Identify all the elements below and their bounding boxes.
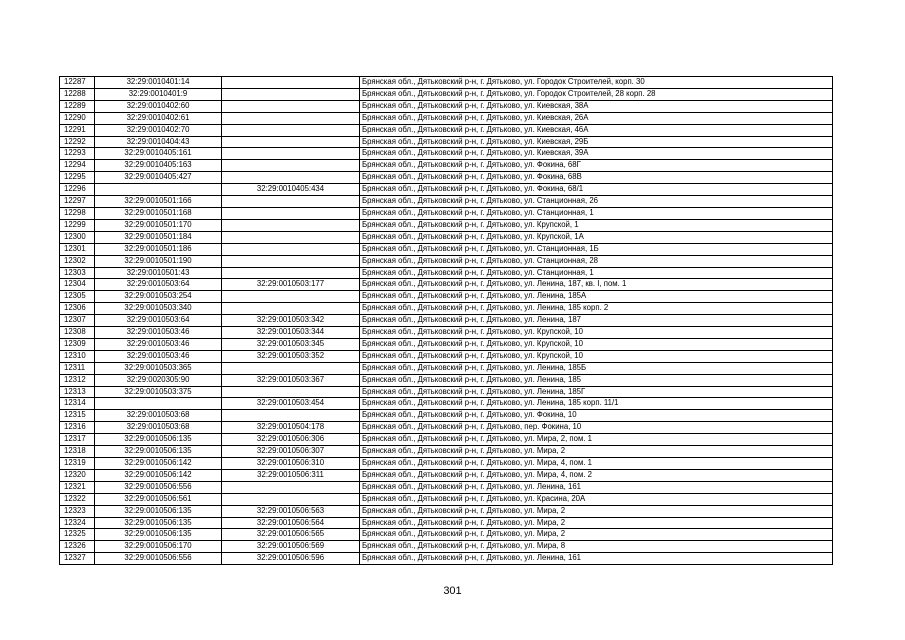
cadastral-number-cell: 32:29:0010503:64 — [95, 279, 222, 291]
address-cell: Брянская обл., Дятьковский р-н, г. Дятьково, ул. Фокина, 10 — [360, 410, 833, 422]
object-cadastral-number-cell: 32:29:0010506:596 — [222, 553, 360, 565]
cadastral-number-cell: 32:29:0010506:142 — [95, 469, 222, 481]
table-row — [60, 350, 833, 362]
object-cadastral-number-cell — [222, 255, 360, 267]
object-cadastral-number-cell: 32:29:0010405:434 — [222, 184, 360, 196]
object-cadastral-number-cell: 32:29:0010506:311 — [222, 469, 360, 481]
address-cell: Брянская обл., Дятьковский р-н, г. Дятьково, ул. Фокина, 68/1 — [360, 184, 833, 196]
row-number-cell: 12321 — [60, 481, 95, 493]
cadastral-number-cell: 32:29:0010506:135 — [95, 517, 222, 529]
table-row — [60, 148, 833, 160]
cadastral-number-cell: 32:29:0010501:190 — [95, 255, 222, 267]
row-number-cell: 12316 — [60, 422, 95, 434]
table-row — [60, 136, 833, 148]
registry-table-body — [60, 77, 833, 565]
object-cadastral-number-cell — [222, 136, 360, 148]
object-cadastral-number-cell — [222, 148, 360, 160]
object-cadastral-number-cell — [222, 77, 360, 89]
address-cell: Брянская обл., Дятьковский р-н, г. Дятьково, ул. Ленина, 185 корп. 2 — [360, 303, 833, 315]
cadastral-number-cell: 32:29:0010501:184 — [95, 231, 222, 243]
table-row — [60, 243, 833, 255]
object-cadastral-number-cell: 32:29:0010503:352 — [222, 350, 360, 362]
table-row — [60, 517, 833, 529]
table-row — [60, 291, 833, 303]
address-cell: Брянская обл., Дятьковский р-н, г. Дятьково, ул. Ленина, 161 — [360, 481, 833, 493]
address-cell: Брянская обл., Дятьковский р-н, г. Дятьково, ул. Крупской, 10 — [360, 350, 833, 362]
row-number-cell: 12309 — [60, 338, 95, 350]
address-cell: Брянская обл., Дятьковский р-н, г. Дятьково, ул. Мира, 4, пом. 2 — [360, 469, 833, 481]
row-number-cell: 12308 — [60, 327, 95, 339]
cadastral-number-cell: 32:29:0020305:90 — [95, 374, 222, 386]
cadastral-number-cell: 32:29:0010404:43 — [95, 136, 222, 148]
object-cadastral-number-cell: 32:29:0010503:367 — [222, 374, 360, 386]
table-row — [60, 386, 833, 398]
address-cell: Брянская обл., Дятьковский р-н, г. Дятьково, ул. Станционная, 1Б — [360, 243, 833, 255]
table-row — [60, 362, 833, 374]
row-number-cell: 12297 — [60, 196, 95, 208]
object-cadastral-number-cell — [222, 231, 360, 243]
table-row — [60, 541, 833, 553]
row-number-cell: 12287 — [60, 77, 95, 89]
cadastral-number-cell: 32:29:0010402:60 — [95, 100, 222, 112]
cadastral-number-cell: 32:29:0010401:14 — [95, 77, 222, 89]
table-row — [60, 434, 833, 446]
address-cell: Брянская обл., Дятьковский р-н, г. Дятьково, ул. Мира, 8 — [360, 541, 833, 553]
address-cell: Брянская обл., Дятьковский р-н, г. Дятьково, ул. Мира, 4, пом. 1 — [360, 458, 833, 470]
object-cadastral-number-cell: 32:29:0010503:344 — [222, 327, 360, 339]
table-row — [60, 481, 833, 493]
object-cadastral-number-cell — [222, 267, 360, 279]
address-cell: Брянская обл., Дятьковский р-н, г. Дятьково, ул. Городок Строителей, корп. 30 — [360, 77, 833, 89]
cadastral-number-cell: 32:29:0010503:68 — [95, 410, 222, 422]
object-cadastral-number-cell: 32:29:0010506:310 — [222, 458, 360, 470]
table-row — [60, 100, 833, 112]
table-row — [60, 124, 833, 136]
address-cell: Брянская обл., Дятьковский р-н, г. Дятьково, ул. Крупской, 1А — [360, 231, 833, 243]
address-cell: Брянская обл., Дятьковский р-н, г. Дятьково, ул. Мира, 2 — [360, 529, 833, 541]
table-row — [60, 172, 833, 184]
address-cell: Брянская обл., Дятьковский р-н, г. Дятьково, ул. Ленина, 161 — [360, 553, 833, 565]
row-number-cell: 12314 — [60, 398, 95, 410]
address-cell: Брянская обл., Дятьковский р-н, г. Дятьково, ул. Ленина, 185 — [360, 374, 833, 386]
address-cell: Брянская обл., Дятьковский р-н, г. Дятьково, ул. Киевская, 38А — [360, 100, 833, 112]
object-cadastral-number-cell — [222, 88, 360, 100]
cadastral-number-cell: 32:29:0010503:365 — [95, 362, 222, 374]
cadastral-number-cell: 32:29:0010405:161 — [95, 148, 222, 160]
table-row — [60, 219, 833, 231]
cadastral-number-cell: 32:29:0010506:135 — [95, 446, 222, 458]
cadastral-number-cell: 32:29:0010501:168 — [95, 207, 222, 219]
object-cadastral-number-cell: 32:29:0010506:565 — [222, 529, 360, 541]
object-cadastral-number-cell: 32:29:0010503:177 — [222, 279, 360, 291]
address-cell: Брянская обл., Дятьковский р-н, г. Дятьково, ул. Ленина, 187 — [360, 315, 833, 327]
object-cadastral-number-cell: 32:29:0010504:178 — [222, 422, 360, 434]
address-cell: Брянская обл., Дятьковский р-н, г. Дятьково, ул. Станционная, 26 — [360, 196, 833, 208]
cadastral-number-cell: 32:29:0010506:561 — [95, 493, 222, 505]
address-cell: Брянская обл., Дятьковский р-н, г. Дятьково, ул. Ленина, 185Б — [360, 362, 833, 374]
address-cell: Брянская обл., Дятьковский р-н, г. Дятьково, ул. Мира, 2 — [360, 505, 833, 517]
object-cadastral-number-cell: 32:29:0010506:564 — [222, 517, 360, 529]
row-number-cell: 12326 — [60, 541, 95, 553]
object-cadastral-number-cell: 32:29:0010506:563 — [222, 505, 360, 517]
row-number-cell: 12317 — [60, 434, 95, 446]
row-number-cell: 12310 — [60, 350, 95, 362]
address-cell: Брянская обл., Дятьковский р-н, г. Дятьково, ул. Киевская, 46А — [360, 124, 833, 136]
row-number-cell: 12291 — [60, 124, 95, 136]
cadastral-number-cell: 32:29:0010405:163 — [95, 160, 222, 172]
row-number-cell: 12312 — [60, 374, 95, 386]
page-number: 301 — [443, 585, 462, 597]
row-number-cell: 12292 — [60, 136, 95, 148]
object-cadastral-number-cell — [222, 100, 360, 112]
table-row — [60, 338, 833, 350]
row-number-cell: 12290 — [60, 112, 95, 124]
table-row — [60, 112, 833, 124]
row-number-cell: 12305 — [60, 291, 95, 303]
table-row — [60, 207, 833, 219]
table-row — [60, 231, 833, 243]
row-number-cell: 12289 — [60, 100, 95, 112]
row-number-cell: 12324 — [60, 517, 95, 529]
object-cadastral-number-cell — [222, 493, 360, 505]
cadastral-number-cell: 32:29:0010401:9 — [95, 88, 222, 100]
row-number-cell: 12293 — [60, 148, 95, 160]
object-cadastral-number-cell: 32:29:0010506:306 — [222, 434, 360, 446]
cadastral-number-cell: 32:29:0010501:43 — [95, 267, 222, 279]
row-number-cell: 12295 — [60, 172, 95, 184]
table-row — [60, 422, 833, 434]
address-cell: Брянская обл., Дятьковский р-н, г. Дятьково, ул. Ленина, 187, кв. I, пом. 1 — [360, 279, 833, 291]
cadastral-number-cell: 32:29:0010405:427 — [95, 172, 222, 184]
table-row — [60, 315, 833, 327]
cadastral-number-cell: 32:29:0010503:46 — [95, 338, 222, 350]
registry-table — [59, 76, 833, 565]
row-number-cell: 12306 — [60, 303, 95, 315]
object-cadastral-number-cell — [222, 196, 360, 208]
object-cadastral-number-cell: 32:29:0010506:569 — [222, 541, 360, 553]
cadastral-number-cell: 32:29:0010506:142 — [95, 458, 222, 470]
address-cell: Брянская обл., Дятьковский р-н, г. Дятьково, ул. Красина, 20А — [360, 493, 833, 505]
row-number-cell: 12319 — [60, 458, 95, 470]
address-cell: Брянская обл., Дятьковский р-н, г. Дятьково, ул. Крупской, 10 — [360, 327, 833, 339]
row-number-cell: 12315 — [60, 410, 95, 422]
address-cell: Брянская обл., Дятьковский р-н, г. Дятьково, ул. Городок Строителей, 28 корп. 28 — [360, 88, 833, 100]
table-row — [60, 505, 833, 517]
table-row — [60, 255, 833, 267]
table-row — [60, 374, 833, 386]
object-cadastral-number-cell: 32:29:0010503:345 — [222, 338, 360, 350]
address-cell: Брянская обл., Дятьковский р-н, г. Дятьково, ул. Мира, 2 — [360, 446, 833, 458]
table-row — [60, 446, 833, 458]
object-cadastral-number-cell — [222, 303, 360, 315]
object-cadastral-number-cell: 32:29:0010506:307 — [222, 446, 360, 458]
row-number-cell: 12304 — [60, 279, 95, 291]
address-cell: Брянская обл., Дятьковский р-н, г. Дятьково, ул. Станционная, 1 — [360, 267, 833, 279]
address-cell: Брянская обл., Дятьковский р-н, г. Дятьково, ул. Ленина, 185 корп. 11/1 — [360, 398, 833, 410]
address-cell: Брянская обл., Дятьковский р-н, г. Дятьково, ул. Крупской, 10 — [360, 338, 833, 350]
table-row — [60, 410, 833, 422]
row-number-cell: 12311 — [60, 362, 95, 374]
cadastral-number-cell: 32:29:0010506:556 — [95, 553, 222, 565]
address-cell: Брянская обл., Дятьковский р-н, г. Дятьково, ул. Ленина, 185Г — [360, 386, 833, 398]
object-cadastral-number-cell — [222, 124, 360, 136]
row-number-cell: 12296 — [60, 184, 95, 196]
row-number-cell: 12313 — [60, 386, 95, 398]
table-row — [60, 267, 833, 279]
address-cell: Брянская обл., Дятьковский р-н, г. Дятьково, ул. Станционная, 28 — [360, 255, 833, 267]
object-cadastral-number-cell — [222, 481, 360, 493]
row-number-cell: 12301 — [60, 243, 95, 255]
table-row — [60, 303, 833, 315]
row-number-cell: 12299 — [60, 219, 95, 231]
cadastral-number-cell: 32:29:0010503:64 — [95, 315, 222, 327]
cadastral-number-cell: 32:29:0010501:166 — [95, 196, 222, 208]
table-row — [60, 184, 833, 196]
address-cell: Брянская обл., Дятьковский р-н, г. Дятьково, ул. Киевская, 29Б — [360, 136, 833, 148]
address-cell: Брянская обл., Дятьковский р-н, г. Дятьково, ул. Киевская, 26А — [360, 112, 833, 124]
cadastral-number-cell: 32:29:0010503:46 — [95, 350, 222, 362]
address-cell: Брянская обл., Дятьковский р-н, г. Дятьково, ул. Ленина, 185А — [360, 291, 833, 303]
object-cadastral-number-cell — [222, 112, 360, 124]
cadastral-number-cell: 32:29:0010506:135 — [95, 434, 222, 446]
row-number-cell: 12322 — [60, 493, 95, 505]
row-number-cell: 12320 — [60, 469, 95, 481]
row-number-cell: 12303 — [60, 267, 95, 279]
row-number-cell: 12300 — [60, 231, 95, 243]
object-cadastral-number-cell — [222, 410, 360, 422]
row-number-cell: 12327 — [60, 553, 95, 565]
row-number-cell: 12288 — [60, 88, 95, 100]
row-number-cell: 12302 — [60, 255, 95, 267]
row-number-cell: 12298 — [60, 207, 95, 219]
table-row — [60, 160, 833, 172]
address-cell: Брянская обл., Дятьковский р-н, г. Дятьково, пер. Фокина, 10 — [360, 422, 833, 434]
row-number-cell: 12318 — [60, 446, 95, 458]
table-row — [60, 196, 833, 208]
object-cadastral-number-cell — [222, 362, 360, 374]
row-number-cell: 12323 — [60, 505, 95, 517]
object-cadastral-number-cell — [222, 207, 360, 219]
object-cadastral-number-cell — [222, 172, 360, 184]
cadastral-number-cell: 32:29:0010506:135 — [95, 505, 222, 517]
object-cadastral-number-cell — [222, 243, 360, 255]
cadastral-number-cell: 32:29:0010501:170 — [95, 219, 222, 231]
cadastral-number-cell — [95, 398, 222, 410]
address-cell: Брянская обл., Дятьковский р-н, г. Дятьково, ул. Киевская, 39А — [360, 148, 833, 160]
cadastral-number-cell: 32:29:0010506:135 — [95, 529, 222, 541]
table-row — [60, 529, 833, 541]
cadastral-number-cell: 32:29:0010503:375 — [95, 386, 222, 398]
cadastral-number-cell: 32:29:0010402:61 — [95, 112, 222, 124]
object-cadastral-number-cell — [222, 160, 360, 172]
address-cell: Брянская обл., Дятьковский р-н, г. Дятьково, ул. Фокина, 68В — [360, 172, 833, 184]
object-cadastral-number-cell — [222, 291, 360, 303]
row-number-cell: 12325 — [60, 529, 95, 541]
address-cell: Брянская обл., Дятьковский р-н, г. Дятьково, ул. Мира, 2, пом. 1 — [360, 434, 833, 446]
table-row — [60, 493, 833, 505]
cadastral-number-cell: 32:29:0010503:68 — [95, 422, 222, 434]
cadastral-number-cell: 32:29:0010506:170 — [95, 541, 222, 553]
cadastral-number-cell — [95, 184, 222, 196]
table-row — [60, 88, 833, 100]
table-row — [60, 279, 833, 291]
address-cell: Брянская обл., Дятьковский р-н, г. Дятьково, ул. Станционная, 1 — [360, 207, 833, 219]
table-row — [60, 77, 833, 89]
cadastral-number-cell: 32:29:0010506:556 — [95, 481, 222, 493]
table-row — [60, 327, 833, 339]
cadastral-number-cell: 32:29:0010402:70 — [95, 124, 222, 136]
table-row — [60, 553, 833, 565]
table-row — [60, 398, 833, 410]
cadastral-number-cell: 32:29:0010503:46 — [95, 327, 222, 339]
address-cell: Брянская обл., Дятьковский р-н, г. Дятьково, ул. Крупской, 1 — [360, 219, 833, 231]
address-cell: Брянская обл., Дятьковский р-н, г. Дятьково, ул. Фокина, 68Г — [360, 160, 833, 172]
object-cadastral-number-cell — [222, 386, 360, 398]
object-cadastral-number-cell — [222, 219, 360, 231]
row-number-cell: 12294 — [60, 160, 95, 172]
row-number-cell: 12307 — [60, 315, 95, 327]
object-cadastral-number-cell: 32:29:0010503:342 — [222, 315, 360, 327]
cadastral-number-cell: 32:29:0010503:254 — [95, 291, 222, 303]
cadastral-number-cell: 32:29:0010503:340 — [95, 303, 222, 315]
object-cadastral-number-cell: 32:29:0010503:454 — [222, 398, 360, 410]
cadastral-number-cell: 32:29:0010501:186 — [95, 243, 222, 255]
table-row — [60, 458, 833, 470]
address-cell: Брянская обл., Дятьковский р-н, г. Дятьково, ул. Мира, 2 — [360, 517, 833, 529]
table-row — [60, 469, 833, 481]
